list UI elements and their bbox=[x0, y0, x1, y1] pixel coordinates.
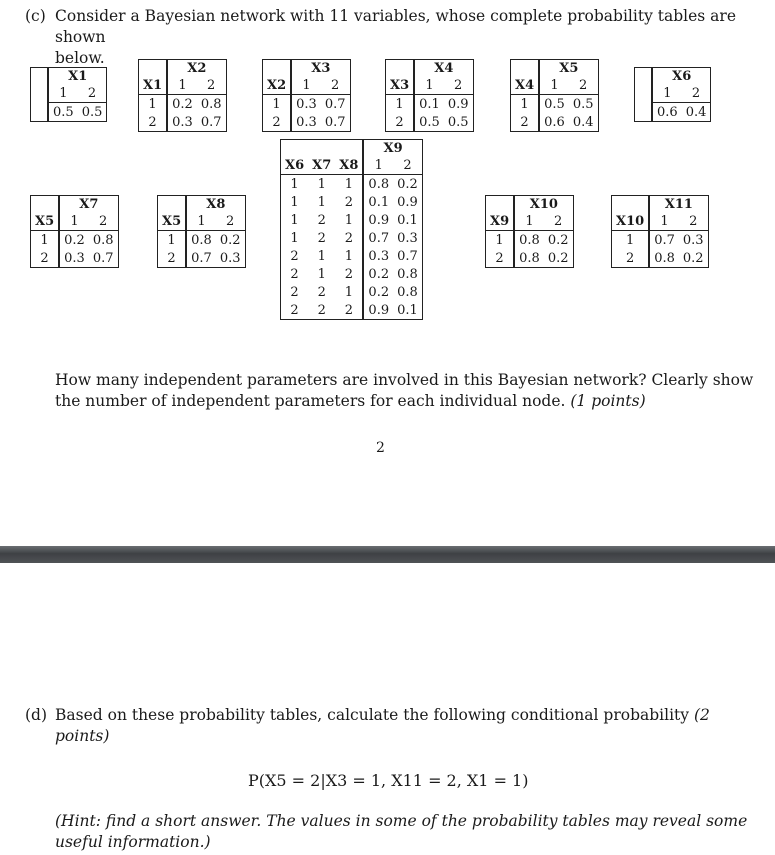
cpt-x5-var: X5 bbox=[559, 60, 579, 76]
cpt-x6 bbox=[634, 67, 711, 122]
conditional-probability-formula: P(X5 = 2|X3 = 1, X11 = 2, X1 = 1) bbox=[248, 771, 529, 790]
cpt-x3-row: 1 0.3 0.7 bbox=[263, 95, 351, 114]
cpt-x2-row: 1 0.2 0.8 bbox=[139, 95, 227, 114]
cpt-x9 bbox=[280, 139, 423, 320]
cpt-x7-state2: 2 bbox=[89, 212, 118, 231]
cpt-x6-p1: 0.6 bbox=[657, 104, 678, 120]
part-c-label: (c) bbox=[25, 7, 46, 25]
part-c-intro-line2: below. bbox=[55, 49, 105, 67]
cpt-x11-row: 2 0.8 0.2 bbox=[612, 249, 709, 268]
cpt-x3 bbox=[262, 59, 351, 132]
cpt-x3-row: 2 0.3 0.7 bbox=[263, 113, 351, 132]
cpt-x7-var: X7 bbox=[79, 196, 99, 212]
cpt-x10-row: 1 0.8 0.2 bbox=[486, 231, 574, 250]
cpt-x6-state1: 1 bbox=[652, 84, 682, 103]
cpt-x9-parent-x6: X6 bbox=[285, 157, 305, 173]
cpt-x11 bbox=[611, 195, 709, 268]
cpt-x7-row: 1 0.2 0.8 bbox=[31, 231, 119, 250]
cpt-x5-state2: 2 bbox=[569, 76, 598, 95]
cpt-x1-state2: 2 bbox=[78, 84, 107, 103]
cpt-x4-row: 1 0.1 0.9 bbox=[386, 95, 474, 114]
part-d-question bbox=[55, 705, 755, 747]
cpt-x9-parent-x7: X7 bbox=[312, 157, 332, 173]
cpt-x3-state2: 2 bbox=[321, 76, 350, 95]
cpt-x1 bbox=[30, 67, 107, 122]
part-c-intro-line1: Consider a Bayesian network with 11 variables, whose complete probability tables are shown bbox=[55, 7, 736, 46]
part-c-question-line2: the number of independent parameters for each individual node. bbox=[55, 392, 566, 410]
cpt-x4 bbox=[385, 59, 474, 132]
cpt-x7-parent: X5 bbox=[35, 213, 55, 229]
part-c-question-line1: How many independent parameters are involved in this Bayesian network? Clearly show bbox=[55, 371, 754, 389]
page-divider bbox=[0, 546, 775, 563]
cpt-x2-state1: 1 bbox=[167, 76, 197, 95]
cpt-x8-row: 2 0.7 0.3 bbox=[158, 249, 246, 268]
cpt-x5 bbox=[510, 59, 599, 132]
cpt-x1-state1: 1 bbox=[48, 84, 78, 103]
cpt-x10-state2: 2 bbox=[544, 212, 573, 231]
part-c-question bbox=[55, 370, 755, 412]
cpt-x4-var: X4 bbox=[434, 60, 454, 76]
cpt-x9-state2: 2 bbox=[393, 156, 422, 175]
cpt-x4-state2: 2 bbox=[444, 76, 473, 95]
cpt-x4-state1: 1 bbox=[414, 76, 444, 95]
cpt-x11-state2: 2 bbox=[679, 212, 708, 231]
cpt-x9-row: 2 2 1 0.2 0.8 bbox=[290, 284, 418, 300]
part-d-points: (2 points) bbox=[55, 706, 710, 745]
part-d-hint-line2: useful information.) bbox=[55, 833, 211, 851]
cpt-x9-parent-x8: X8 bbox=[339, 157, 359, 173]
cpt-x11-var: X11 bbox=[664, 196, 693, 212]
cpt-x5-row: 2 0.6 0.4 bbox=[511, 113, 599, 132]
cpt-x8 bbox=[157, 195, 246, 268]
cpt-x11-state1: 1 bbox=[649, 212, 679, 231]
part-d-hint-line1: (Hint: find a short answer. The values in some of the probability tables may reveal some bbox=[55, 812, 748, 830]
cpt-x7-state1: 1 bbox=[59, 212, 89, 231]
cpt-x2-state2: 2 bbox=[197, 76, 226, 95]
cpt-x6-state2: 2 bbox=[682, 84, 711, 103]
cpt-x9-row: 2 2 2 0.9 0.1 bbox=[290, 302, 418, 318]
cpt-x10-state1: 1 bbox=[514, 212, 544, 231]
cpt-x7 bbox=[30, 195, 119, 268]
cpt-x2-parent: X1 bbox=[143, 77, 163, 93]
cpt-x5-parent: X4 bbox=[515, 77, 535, 93]
cpt-x10-row: 2 0.8 0.2 bbox=[486, 249, 574, 268]
cpt-x3-var: X3 bbox=[311, 60, 331, 76]
cpt-x4-parent: X3 bbox=[390, 77, 410, 93]
cpt-x4-row: 2 0.5 0.5 bbox=[386, 113, 474, 132]
part-d-hint bbox=[55, 811, 755, 853]
cpt-x8-parent: X5 bbox=[162, 213, 182, 229]
part-d-label: (d) bbox=[25, 706, 48, 724]
part-c-points: (1 points) bbox=[570, 392, 646, 410]
cpt-x5-state1: 1 bbox=[539, 76, 569, 95]
cpt-x10 bbox=[485, 195, 574, 268]
cpt-x10-var: X10 bbox=[529, 196, 558, 212]
cpt-x2-var: X2 bbox=[187, 60, 207, 76]
cpt-x11-parent: X10 bbox=[616, 213, 645, 229]
cpt-x9-var: X9 bbox=[383, 140, 403, 156]
cpt-x8-state1: 1 bbox=[186, 212, 216, 231]
cpt-x9-row: 1 1 2 0.1 0.9 bbox=[290, 194, 418, 210]
cpt-x8-state2: 2 bbox=[216, 212, 245, 231]
cpt-x2 bbox=[138, 59, 227, 132]
cpt-x9-row: 1 1 1 0.8 0.2 bbox=[290, 176, 418, 192]
cpt-x9-row: 1 2 1 0.9 0.1 bbox=[290, 212, 418, 228]
cpt-x10-parent: X9 bbox=[490, 213, 510, 229]
part-d-question-text: Based on these probability tables, calculate the following conditional probability bbox=[55, 706, 690, 724]
cpt-x11-row: 1 0.7 0.3 bbox=[612, 231, 709, 250]
cpt-x9-row: 2 1 2 0.2 0.8 bbox=[290, 266, 418, 282]
cpt-x3-state1: 1 bbox=[291, 76, 321, 95]
page-number: 2 bbox=[376, 440, 385, 456]
cpt-x5-row: 1 0.5 0.5 bbox=[511, 95, 599, 114]
cpt-x1-p2: 0.5 bbox=[81, 104, 103, 120]
cpt-x8-row: 1 0.8 0.2 bbox=[158, 231, 246, 250]
cpt-x8-var: X8 bbox=[206, 196, 226, 212]
cpt-x9-row: 1 2 2 0.7 0.3 bbox=[290, 230, 418, 246]
cpt-x2-row: 2 0.3 0.7 bbox=[139, 113, 227, 132]
cpt-x6-p2: 0.4 bbox=[685, 104, 707, 120]
cpt-x7-row: 2 0.3 0.7 bbox=[31, 249, 119, 268]
cpt-x9-state1: 1 bbox=[363, 156, 393, 175]
cpt-x1-var: X1 bbox=[68, 68, 88, 84]
cpt-x9-row: 2 1 1 0.3 0.7 bbox=[290, 248, 418, 264]
cpt-x3-parent: X2 bbox=[267, 77, 287, 93]
cpt-x6-var: X6 bbox=[672, 68, 692, 84]
cpt-x1-p1: 0.5 bbox=[53, 104, 74, 120]
